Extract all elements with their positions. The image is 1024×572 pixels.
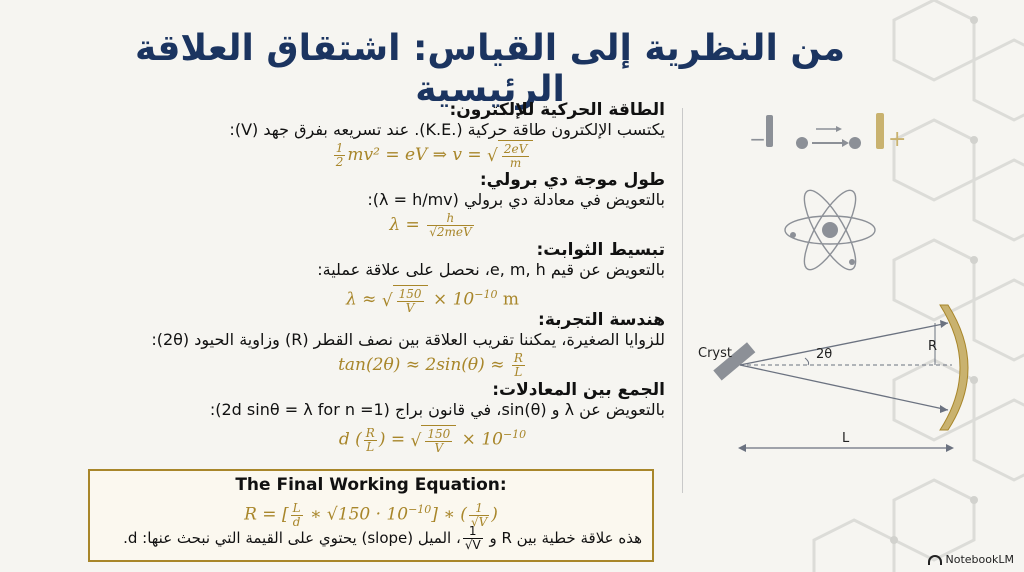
- eq-text: R =: [244, 504, 282, 525]
- vertical-divider: [682, 108, 683, 493]
- frac-den: L: [366, 439, 375, 454]
- frac-num: 1: [463, 525, 483, 539]
- frac-den: 2: [335, 155, 344, 169]
- page-title: من النظرية إلى القياس: اشتقاق العلاقة الرئيسية: [134, 28, 845, 110]
- eq-text: d: [338, 429, 356, 450]
- section-text: بالتعويض عن λ و sin(θ)، في قانون براج (2d sinθ = λ for n =1):: [209, 400, 665, 419]
- eq-text: =: [385, 429, 411, 450]
- frac-den: √2meV: [429, 225, 472, 239]
- frac-den: √V: [470, 514, 488, 529]
- section-constants: [40, 240, 665, 280]
- plus-sign: +: [888, 127, 907, 152]
- note-part-a: هذه علاقة خطية بين R و: [489, 529, 642, 547]
- eq-text: ∗: [437, 504, 461, 525]
- equation-de-broglie: [40, 210, 665, 240]
- atom-icon: [785, 184, 875, 276]
- angle-label: 2θ: [816, 347, 833, 362]
- eq-text: λ ≈: [345, 289, 382, 310]
- section-text: بالتعويض عن قيم e, m, h، نحصل على علاقة عملية:: [317, 260, 665, 279]
- length-label: L: [842, 431, 850, 446]
- frac-num: R: [513, 351, 523, 365]
- derivation-panel: [40, 100, 665, 455]
- logo-text: NotebookLM: [945, 553, 1014, 566]
- frac-num: 2eV: [503, 142, 528, 156]
- equation-combine: d ( $\frac{R}{L}$ ) = √ $\frac{150}{V}$ × $10^{-10}$: [338, 425, 527, 455]
- unit: m: [497, 289, 519, 310]
- frac-den: √V: [464, 538, 481, 552]
- eq-text: mv² = eV ⇒ v =: [347, 145, 488, 165]
- eq-text: λ =: [389, 215, 426, 235]
- crystal-label: Cryst: [698, 346, 732, 361]
- radius-label: R: [928, 339, 938, 354]
- electron-accelerator-icon: [749, 113, 906, 152]
- final-equation-title: The Final Working Equation:: [235, 475, 507, 495]
- section-text: للزوايا الصغيرة، يمكننا تقريب العلاقة بين نصف القطر (R) وزاوية الحيود (2θ):: [151, 330, 665, 349]
- section-de-broglie: [40, 170, 665, 210]
- final-equation-box: [88, 469, 654, 562]
- frac-num: 1: [335, 141, 344, 155]
- equation-kinetic-energy: $\frac{1}{2}$ mv² = eV ⇒ v = √ $\frac{2eV}{m}$: [40, 140, 665, 170]
- notebooklm-logo: [928, 553, 1014, 566]
- section-text: يكتسب الإلكترون طاقة حركية (.K.E). عند تسريعه بفرق جهد (V):: [229, 120, 665, 139]
- diffraction-geometry: [698, 305, 968, 452]
- section-text: بالتعويض في معادلة دي برولي (λ = h/mv):: [367, 190, 665, 209]
- section-heading: الطاقة الحركية للإلكترون:: [449, 100, 665, 120]
- exponent: −10: [408, 503, 432, 516]
- eq-text: ∗ √150 · 10: [304, 504, 409, 525]
- minus-sign: −: [749, 127, 766, 151]
- exponent: −10: [502, 428, 527, 441]
- frac-den: L: [514, 365, 523, 379]
- equation-constants: λ ≈ √ $\frac{150}{V}$ × $10^{-10}$ m: [345, 286, 519, 315]
- frac-num: 150: [427, 426, 451, 441]
- frac-num: 150: [398, 286, 422, 301]
- eq-text: tan(2θ) ≈ 2sin(θ) ≈: [338, 355, 510, 375]
- frac-den: V: [405, 300, 415, 315]
- equation-geometry: [40, 350, 665, 380]
- frac-den: m: [509, 156, 522, 170]
- section-combine: [40, 380, 665, 420]
- section-heading: الجمع بين المعادلات:: [492, 380, 665, 400]
- frac-num: R: [365, 425, 375, 440]
- exponent: −10: [474, 288, 498, 301]
- eq-text: × 10: [456, 429, 503, 450]
- frac-num: h: [427, 212, 473, 226]
- note-part-b: ، الميل (slope) يحتوي على القيمة التي نبحث عنها: d.: [123, 529, 461, 547]
- section-heading: طول موجة دي برولي:: [479, 170, 665, 190]
- section-heading: هندسة التجربة:: [538, 310, 665, 330]
- section-heading: تبسيط الثوابت:: [536, 240, 665, 260]
- frac-den: d: [292, 514, 301, 529]
- frac-num: L: [292, 500, 301, 515]
- final-note: [90, 525, 652, 552]
- frac-den: V: [434, 440, 444, 455]
- eq-text: × 10: [427, 289, 475, 310]
- section-kinetic-energy: [40, 100, 665, 140]
- final-equation: R = [ $\frac{L}{d}$ ∗ $√150 \cdot 10^{-10}$] ∗ ( $\frac{1}{√V}$ ): [244, 500, 498, 529]
- experiment-diagram: [690, 100, 1010, 480]
- section-geometry: [40, 310, 665, 350]
- notebooklm-icon: [928, 555, 942, 565]
- frac-num: 1: [469, 502, 489, 516]
